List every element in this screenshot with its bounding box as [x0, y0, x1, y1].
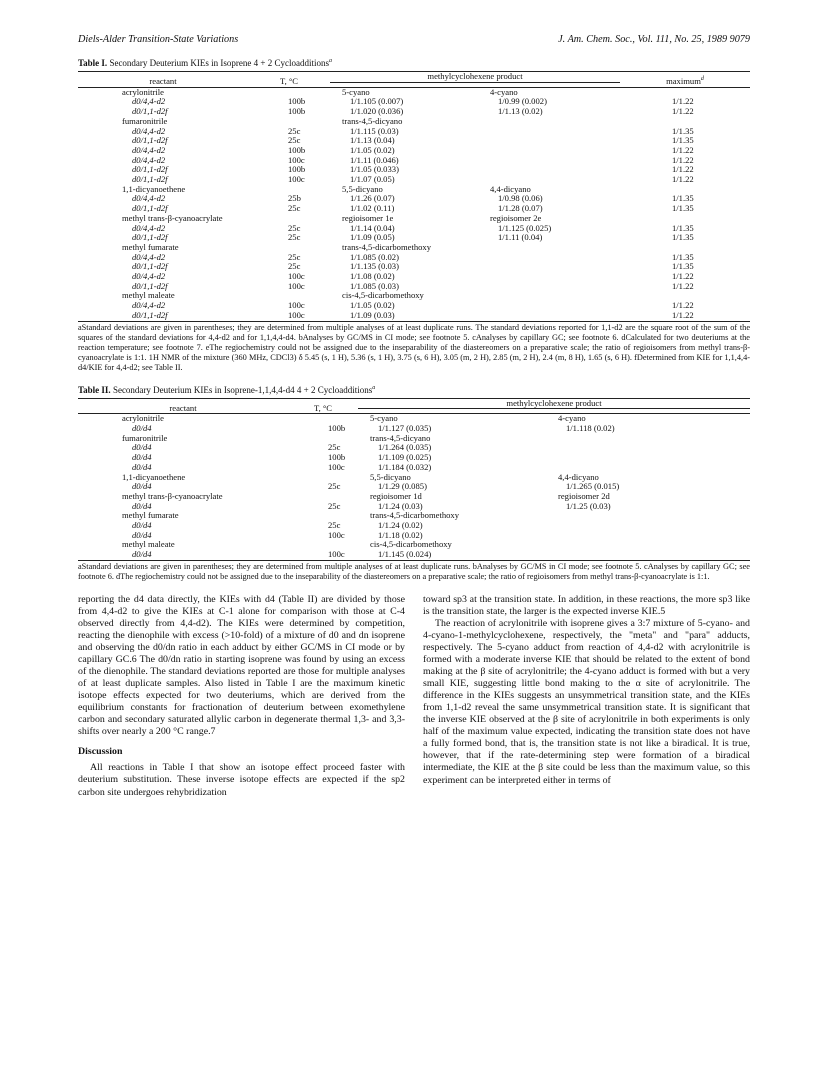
cell-product-a: regioisomer 1e	[342, 212, 394, 223]
table1-title-mark: a	[328, 58, 332, 64]
cell-temp: 100b	[328, 422, 346, 433]
cell-product-b	[558, 443, 750, 453]
cell-temp: 25c	[288, 135, 301, 146]
cell-product-a: 1/1.09 (0.05)	[350, 232, 395, 243]
cell-temp: 100c	[288, 280, 305, 291]
cell-temp: 100b	[288, 96, 306, 107]
cell-product-a: 1/1.08 (0.02)	[350, 271, 395, 282]
cell-product-b	[558, 521, 750, 531]
cell-product-a: 1/1.29 (0.085)	[378, 481, 427, 492]
table1-caption	[78, 58, 750, 71]
cell-product-b: 1/1.11 (0.04)	[498, 232, 543, 243]
cell-reactant: d0/1,1-d2f	[132, 309, 168, 320]
cell-reactant: d0/4,4-d2	[132, 193, 166, 204]
table-row	[78, 107, 750, 117]
cell-product-a: 5-cyano	[370, 413, 398, 424]
cell-reactant: d0/1,1-d2f	[132, 106, 168, 117]
cell-product-b: 1/0.99 (0.002)	[498, 96, 547, 107]
cell-temp: 100c	[328, 549, 345, 560]
cell-max: 1/1.35	[672, 232, 694, 243]
table-row	[78, 136, 750, 146]
cell-product-b	[558, 453, 750, 463]
cell-product-b	[490, 243, 620, 253]
cell-reactant: d0/1,1-d2f	[132, 135, 168, 146]
cell-reactant: d0/d4	[132, 442, 152, 453]
cell-product-b	[490, 127, 620, 137]
cell-product-b	[490, 282, 620, 292]
journal-page	[78, 34, 750, 799]
t2-col-reactant: reactant	[78, 398, 288, 414]
cell-product-b	[490, 253, 620, 263]
cell-product-a: 1/1.115 (0.03)	[350, 125, 399, 136]
cell-temp: 100b	[288, 144, 306, 155]
cell-temp	[288, 492, 358, 502]
cell-temp: 25c	[288, 203, 301, 214]
cell-product-a: 1/1.085 (0.03)	[350, 280, 399, 291]
cell-temp: 100c	[288, 271, 305, 282]
t1-col-product: methylcyclohexene product	[330, 72, 620, 83]
cell-product-a: 1/1.14 (0.04)	[350, 222, 395, 233]
t1-col-temp: T, °C	[248, 72, 330, 88]
table-row	[78, 165, 750, 175]
t2-col-product: methylcyclohexene product	[358, 398, 750, 409]
cell-reactant: d0/4,4-d2	[132, 300, 166, 311]
cell-product-a: trans-4,5-dicyano	[370, 432, 431, 443]
cell-product-b	[558, 434, 750, 444]
table-row	[78, 301, 750, 311]
table-row	[78, 262, 750, 272]
cell-product-a: trans-4,5-dicarbomethoxy	[370, 510, 460, 521]
cell-max: 1/1.22	[672, 154, 694, 165]
cell-reactant: d0/d4	[132, 481, 152, 492]
cell-reactant: d0/d4	[132, 461, 152, 472]
table-row	[78, 550, 750, 560]
cell-temp	[288, 540, 358, 550]
cell-temp: 25c	[288, 232, 301, 243]
left-column	[78, 594, 405, 799]
table-row	[78, 127, 750, 137]
discussion-heading: Discussion	[78, 746, 123, 758]
cell-product-b	[490, 156, 620, 166]
table1-body	[78, 87, 750, 320]
table-row	[78, 117, 750, 127]
t1-col-max: maximum	[666, 76, 701, 86]
cell-temp: 25c	[288, 125, 301, 136]
cell-reactant: d0/d4	[132, 529, 152, 540]
table1-label: Table I.	[78, 58, 108, 68]
table-row	[78, 146, 750, 156]
cell-reactant: methyl trans-β-cyanoacrylate	[122, 212, 223, 223]
cell-temp: 25c	[328, 442, 341, 453]
cell-product-a: 1/1.11 (0.046)	[350, 154, 399, 165]
cell-product-b: 4,4-dicyano	[558, 471, 599, 482]
table-row	[78, 224, 750, 234]
cell-max: 1/1.35	[672, 125, 694, 136]
cell-product-a: 1/1.05 (0.02)	[350, 300, 395, 311]
cell-max: 1/1.22	[672, 106, 694, 117]
cell-product-a: cis-4,5-dicarbomethoxy	[342, 290, 424, 301]
table-row	[78, 311, 750, 321]
cell-temp	[288, 473, 358, 483]
cell-product-b: regioisomer 2e	[490, 212, 542, 223]
table1-footnote: aStandard deviations are given in parentheses; they are determined from multiple analyses of at least duplicate runs. The standard deviations reported for 1,1-d2 are the square root of the sum of the squares of the standard deviations for 4,4-d2 and for 1,1,4,4-d4. bAnalyses by GC/MS in CI mode; see footnote 5. cAnalyses by capillary GC; see footnote 6. dCalculated for two deuteriums at the reaction temperature; see footnote 7. eThe regiochemistry could not be assigned due to the inseparability of the diastereomers on a preparative scale; the ratio of regioisomers from methyl trans-β-cyanoacrylate is 1:1. 1H NMR of the mixture (360 MHz, CDCl3) δ 5.45 (s, 1 H), 5.36 (s, 1 H), 3.75 (s, 6 H), 3.05 (m, 2 H), 2.85 (m, 2 H), 2.4 (m, 8 H), 1.65 (s, 6 H). fDetermined from KIE for 1,1,4,4-d4/KIE for 4,4-d2; see Table II.	[78, 322, 750, 372]
table2-title: Secondary Deuterium KIEs in Isoprene-1,1,4,4-d4 4 + 2 Cycloadditions	[112, 384, 373, 395]
left-paragraph-2: All reactions in Table I that show an isotope effect proceed faster with deuterium substitution. These inverse isotope effects are expected if the sp2 carbon site undergoes rehybridization	[78, 762, 405, 798]
cell-product-a: 1/1.264 (0.035)	[378, 442, 432, 453]
cell-reactant: d0/4,4-d2	[132, 222, 166, 233]
cell-product-a: 1/1.09 (0.03)	[350, 309, 395, 320]
cell-max: 1/1.22	[672, 309, 694, 320]
cell-product-a: regioisomer 1d	[370, 490, 422, 501]
cell-reactant: methyl fumarate	[122, 510, 179, 521]
cell-product-b	[490, 136, 620, 146]
table2-label: Table II.	[78, 384, 111, 395]
cell-product-b: 4-cyano	[490, 86, 518, 97]
cell-temp: 25c	[328, 520, 341, 531]
cell-reactant: acrylonitrile	[122, 413, 164, 424]
t1-col-reactant: reactant	[78, 72, 248, 88]
cell-product-b	[490, 165, 620, 175]
cell-reactant: d0/1,1-d2f	[132, 164, 168, 175]
table1	[78, 71, 750, 321]
cell-reactant: d0/4,4-d2	[132, 96, 166, 107]
table2-title-mark: a	[372, 384, 376, 391]
cell-reactant: fumaronitrile	[122, 432, 168, 443]
running-title: Diels-Alder Transition-State Variations	[78, 34, 239, 45]
cell-reactant: methyl fumarate	[122, 241, 179, 252]
cell-temp: 100b	[288, 164, 306, 175]
cell-product-b: 4-cyano	[558, 413, 586, 424]
table-row	[78, 272, 750, 282]
table-row	[78, 194, 750, 204]
table-row	[78, 291, 750, 301]
cell-reactant: d0/4,4-d2	[132, 125, 166, 136]
cell-reactant: d0/4,4-d2	[132, 154, 166, 165]
cell-temp: 100c	[288, 174, 305, 185]
cell-temp	[288, 434, 358, 444]
cell-product-a: 1/1.105 (0.007)	[350, 96, 404, 107]
cell-reactant: d0/4,4-d2	[132, 144, 166, 155]
cell-product-b: 1/1.25 (0.03)	[566, 500, 611, 511]
cell-product-b: 1/1.125 (0.025)	[498, 222, 552, 233]
cell-product-a: 1/1.109 (0.025)	[378, 452, 432, 463]
right-paragraph-2: The reaction of acrylonitrile with isoprene gives a 3:7 mixture of 5-cyano- and 4-cyano-1-methylcyclohexene, respectively, the "meta" and "para" adducts, respectively. The 5-cyano adduct from reaction of 4,4-d2 with acrylonitrile is formed with a moderate inverse KIE that should be related to the extent of bond making at the β site of acrylonitrile; the 4-cyano adduct is formed with but a very small KIE, suggesting little bond making to the α site of acrylonitrile. The difference in the KIEs suggests an unsymmetrical transition state, and the KIEs from 1,1-d2 reveal the same unsymmetrical transition state. It is significant that the inverse KIE observed at the β site of acrylonitrile in both experiments is only half of the maximum value expected, indicating the transition state does not have a fully formed bond, that is, the transition state is not like a biradical. It is true, however, that if the rate-determining step were formation of a biradical intermediate, the KIE at the β site could be less than the maximum value, so this experiment can be interpreted either in terms of	[423, 617, 750, 786]
cell-max: 1/1.22	[672, 174, 694, 185]
cell-product-a: 5,5-dicyano	[342, 183, 383, 194]
cell-max: 1/1.22	[672, 164, 694, 175]
cell-product-b: 1/1.28 (0.07)	[498, 203, 543, 214]
cell-temp: 25b	[288, 193, 301, 204]
cell-reactant: d0/1,1-d2f	[132, 174, 168, 185]
cell-product-a: cis-4,5-dicarbomethoxy	[370, 539, 452, 550]
cell-product-a: 1/1.26 (0.07)	[350, 193, 395, 204]
cell-product-a: 1/1.24 (0.03)	[378, 500, 423, 511]
cell-product-a: 1/1.13 (0.04)	[350, 135, 395, 146]
table2	[78, 398, 750, 560]
cell-product-b	[490, 272, 620, 282]
cell-product-a: 1/1.02 (0.11)	[350, 203, 395, 214]
cell-product-b	[490, 262, 620, 272]
cell-max: 1/1.22	[672, 271, 694, 282]
cell-temp: 25c	[288, 251, 301, 262]
cell-product-a: 1/1.07 (0.05)	[350, 174, 395, 185]
cell-product-a: 1/1.184 (0.032)	[378, 461, 432, 472]
body-text	[78, 594, 750, 799]
cell-temp	[288, 511, 358, 521]
cell-product-a: 1/1.145 (0.024)	[378, 549, 432, 560]
table2-body	[78, 414, 750, 560]
cell-max: 1/1.35	[672, 135, 694, 146]
cell-reactant: d0/d4	[132, 549, 152, 560]
cell-product-b	[490, 291, 620, 301]
table2-footnote: aStandard deviations are given in parentheses; they are determined from multiple analyses of at least duplicate runs. bAnalyses by GC/MS in CI mode; see footnote 5. cAnalyses by capillary GC; see footnote 6. dThe regiochemistry could not be assigned due to the inseparability of the diastereomers on a preparative scale; the ratio of regioisomers from methyl trans-β-cyanoacrylate is 1:1.	[78, 561, 750, 581]
cell-temp: 100b	[328, 452, 346, 463]
cell-product-a: 1/1.127 (0.035)	[378, 422, 432, 433]
cell-product-b	[490, 117, 620, 127]
table1-title: Secondary Deuterium KIEs in Isoprene 4 + 2 Cycloadditions	[109, 58, 329, 68]
cell-max: 1/1.35	[672, 251, 694, 262]
t1-col-max-cell	[620, 72, 750, 88]
cell-product-a: trans-4,5-dicarbomethoxy	[342, 241, 432, 252]
journal-citation: J. Am. Chem. Soc., Vol. 111, No. 25, 1989 9079	[558, 34, 750, 45]
cell-temp: 100c	[328, 529, 345, 540]
cell-reactant: d0/1,1-d2f	[132, 232, 168, 243]
cell-product-b	[490, 301, 620, 311]
cell-product-a: 1/1.24 (0.02)	[378, 520, 423, 531]
cell-max: 1/1.22	[672, 300, 694, 311]
cell-product-b: regioisomer 2d	[558, 490, 610, 501]
cell-product-a: 1/1.05 (0.033)	[350, 164, 399, 175]
cell-product-a: 1/1.05 (0.02)	[350, 144, 395, 155]
cell-reactant: d0/d4	[132, 500, 152, 511]
cell-temp: 25c	[328, 481, 341, 492]
table-row	[78, 243, 750, 253]
table-row	[78, 214, 750, 224]
cell-temp: 100c	[288, 300, 305, 311]
t2-col-temp: T, °C	[288, 398, 358, 414]
cell-reactant: d0/d4	[132, 452, 152, 463]
cell-temp	[288, 414, 358, 424]
cell-product-b: 1/1.13 (0.02)	[498, 106, 543, 117]
cell-temp: 100c	[288, 309, 305, 320]
cell-product-a: 1/1.020 (0.036)	[350, 106, 404, 117]
cell-reactant: d0/1,1-d2f	[132, 203, 168, 214]
cell-temp: 100c	[328, 461, 345, 472]
cell-temp: 25c	[288, 261, 301, 272]
cell-product-a: 5-cyano	[342, 86, 370, 97]
cell-reactant: 1,1-dicyanoethene	[122, 471, 186, 482]
table-row	[78, 156, 750, 166]
cell-reactant: d0/4,4-d2	[132, 251, 166, 262]
cell-max: 1/1.35	[672, 193, 694, 204]
cell-reactant: d0/d4	[132, 520, 152, 531]
right-column	[423, 594, 750, 799]
cell-product-b	[490, 146, 620, 156]
cell-temp: 100c	[288, 154, 305, 165]
cell-reactant: 1,1-dicyanoethene	[122, 183, 186, 194]
table-row	[78, 253, 750, 263]
cell-product-b: 1/0.98 (0.06)	[498, 193, 543, 204]
cell-temp: 25c	[328, 500, 341, 511]
cell-max: 1/1.22	[672, 96, 694, 107]
cell-max: 1/1.22	[672, 144, 694, 155]
cell-product-b: 1/1.265 (0.015)	[566, 481, 620, 492]
cell-product-b	[558, 540, 750, 550]
cell-product-a: 1/1.18 (0.02)	[378, 529, 423, 540]
cell-product-a: 1/1.085 (0.02)	[350, 251, 399, 262]
cell-reactant: methyl trans-β-cyanoacrylate	[122, 490, 223, 501]
cell-product-b: 1/1.118 (0.02)	[566, 422, 615, 433]
cell-product-b: 4,4-dicyano	[490, 183, 531, 194]
table-row	[78, 97, 750, 107]
left-paragraph-1: reporting the d4 data directly, the KIEs with d4 (Table II) are divided by those from 4,4-d2 to give the KIEs at C-1 alone for comparison with those at C-4 observed directly from 4,4-d2). The KIEs were determined by competition, reacting the dienophile with excess (>10-fold) of a mixture of d0 and dn isoprene and observing the d0/dn ratio in each adduct by either GC/MS in CI mode or by capillary GC.6 The d0/dn ratio in starting isoprene was found by using an excess of the dienophile. The standard deviations reported are those for multiple analyses of at least duplicate samples. Also listed in Table I are the maximum kinetic isotope effects expected for two deuteriums, which are derived from the equilibrium constants for fractionation of deuterium between exomethylene carbon and secondary saturated allylic carbon in degenerate thermal 1,3- and 3,3-shifts over nearly a 200 °C range.7	[78, 593, 405, 738]
cell-reactant: acrylonitrile	[122, 86, 164, 97]
cell-reactant: d0/d4	[132, 422, 152, 433]
cell-product-b	[558, 511, 750, 521]
cell-product-a: 5,5-dicyano	[370, 471, 411, 482]
cell-product-b	[490, 311, 620, 321]
cell-temp: 100b	[288, 106, 306, 117]
cell-max: 1/1.35	[672, 261, 694, 272]
cell-max: 1/1.35	[672, 203, 694, 214]
cell-product-b	[558, 550, 750, 560]
cell-reactant: fumaronitrile	[122, 115, 168, 126]
running-header	[78, 34, 750, 48]
cell-product-a: trans-4,5-dicyano	[342, 115, 403, 126]
cell-reactant: methyl maleate	[122, 290, 175, 301]
cell-product-b	[558, 531, 750, 541]
cell-reactant: methyl maleate	[122, 539, 175, 550]
t1-col-max-mark: d	[700, 76, 704, 83]
cell-product-a: 1/1.135 (0.03)	[350, 261, 399, 272]
cell-reactant: d0/1,1-d2f	[132, 280, 168, 291]
table-row	[78, 87, 750, 97]
cell-max: 1/1.22	[672, 280, 694, 291]
table2-caption	[78, 385, 750, 398]
cell-max: 1/1.35	[672, 222, 694, 233]
table-row	[78, 185, 750, 195]
cell-temp: 25c	[288, 222, 301, 233]
cell-reactant: d0/4,4-d2	[132, 271, 166, 282]
cell-reactant: d0/1,1-d2f	[132, 261, 168, 272]
right-paragraph-1: toward sp3 at the transition state. In addition, in these reactions, the more sp3 like is the transition state, the larger is the expected inverse KIE.5	[423, 593, 750, 617]
